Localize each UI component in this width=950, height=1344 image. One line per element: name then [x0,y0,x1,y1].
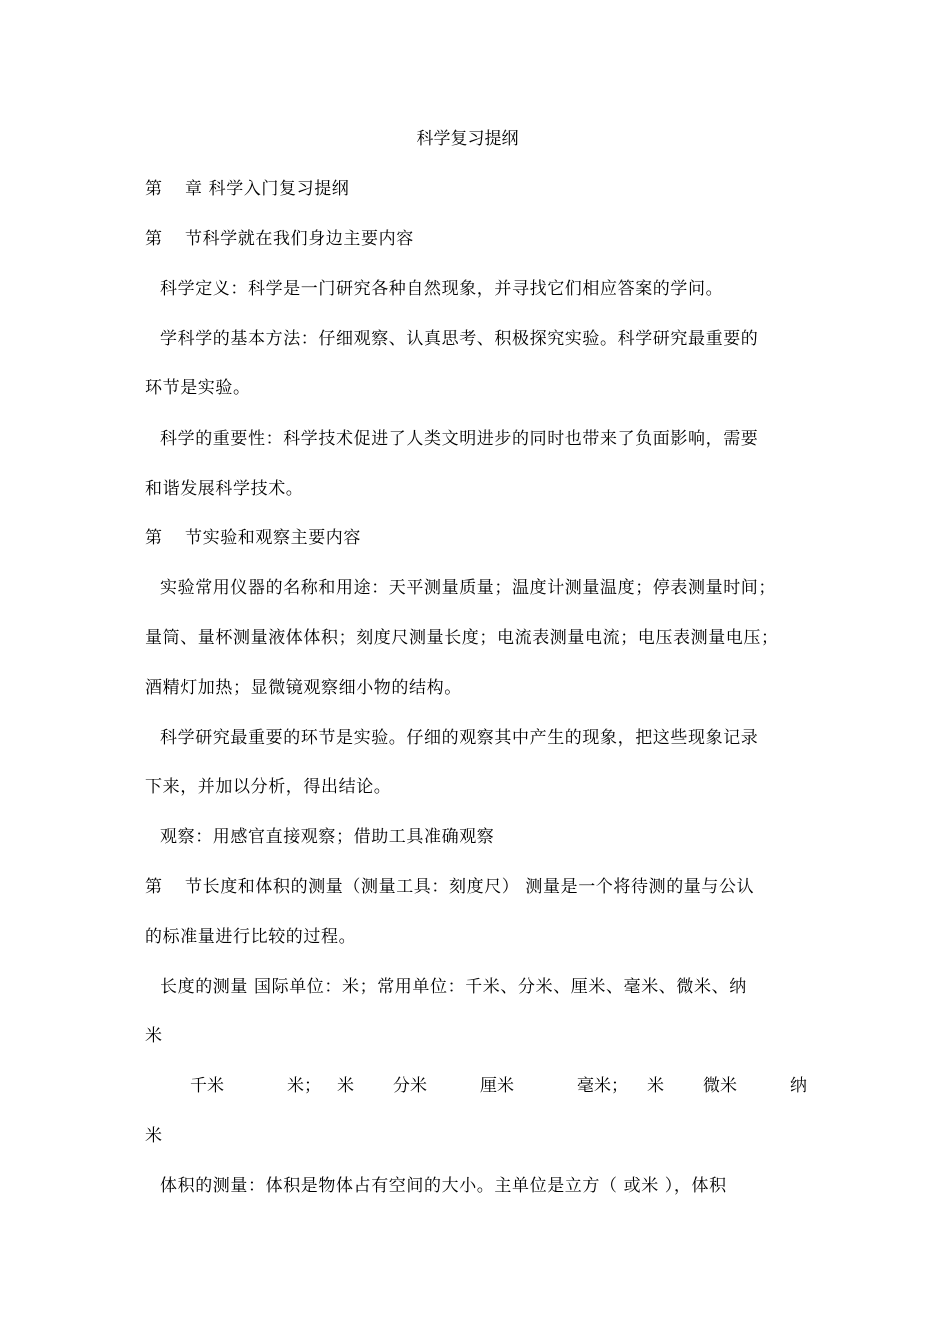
paragraph-measurement-line2: 的标准量进行比较的过程。 [145,927,357,947]
paragraph-methods-line2: 环节是实验。 [145,378,251,398]
paragraph-observation: 观察：用感官直接观察；借助工具准确观察 [160,827,495,847]
section-number: 第 [145,229,163,249]
paragraph-instruments-line2: 量筒、量杯测量液体体积；刻度尺测量长度；电流表测量电流；电压表测量电压； [145,628,779,648]
section-number: 第 [145,877,163,897]
unit-label: 微米 [703,1076,737,1096]
paragraph-definition: 科学定义：科学是一门研究各种自然现象，并寻找它们相应答案的学问。 [160,279,724,299]
section-title: 节实验和观察主要内容 [185,528,361,548]
unit-label: 千米 [190,1076,224,1096]
paragraph-research-line1: 科学研究最重要的环节是实验。仔细的观察其中产生的现象，把这些现象记录 [160,728,759,748]
paragraph-instruments-line1: 实验常用仪器的名称和用途：天平测量质量；温度计测量温度；停表测量时间； [160,578,776,598]
paragraph-instruments-line3: 酒精灯加热；显微镜观察细小物的结构。 [145,678,462,698]
unit-label: 米 [337,1076,354,1096]
unit-label: 纳 [790,1076,807,1096]
section-number: 第 [145,528,163,548]
unit-label: 厘米 [480,1076,514,1096]
section-heading-3 [145,875,810,899]
unit-label: 分米 [393,1076,427,1096]
unit-conversion-row2: 米 [145,1126,163,1146]
paragraph-length-line1: 长度的测量 国际单位：米；常用单位：千米、分米、厘米、毫米、微米、纳 [160,977,747,997]
chapter-heading [145,177,810,201]
paragraph-importance-line2: 和谐发展科学技术。 [145,479,304,499]
paragraph-length-line2: 米 [145,1026,163,1046]
chapter-number: 第 [145,179,163,199]
unit-label: 米 [647,1076,664,1096]
chapter-title: 章 科学入门复习提纲 [185,179,350,199]
document-title: 科学复习提纲 [416,129,519,149]
section-heading-1 [145,227,810,251]
unit-label: 毫米； [577,1076,628,1096]
section-title: 节科学就在我们身边主要内容 [185,229,414,249]
paragraph-methods-line1: 学科学的基本方法：仔细观察、认真思考、积极探究实验。科学研究最重要的 [160,329,759,349]
section-heading-2 [145,526,810,550]
section-title: 节长度和体积的测量（测量工具：刻度尺） 测量是一个将待测的量与公认 [185,877,755,897]
paragraph-research-line2: 下来，并加以分析，得出结论。 [145,777,392,797]
paragraph-importance-line1: 科学的重要性：科学技术促进了人类文明进步的同时也带来了负面影响，需要 [160,429,759,449]
paragraph-volume-line1: 体积的测量：体积是物体占有空间的大小。主单位是立方（ 或米 ），体积 [160,1176,727,1196]
unit-label: 米； [287,1076,321,1096]
